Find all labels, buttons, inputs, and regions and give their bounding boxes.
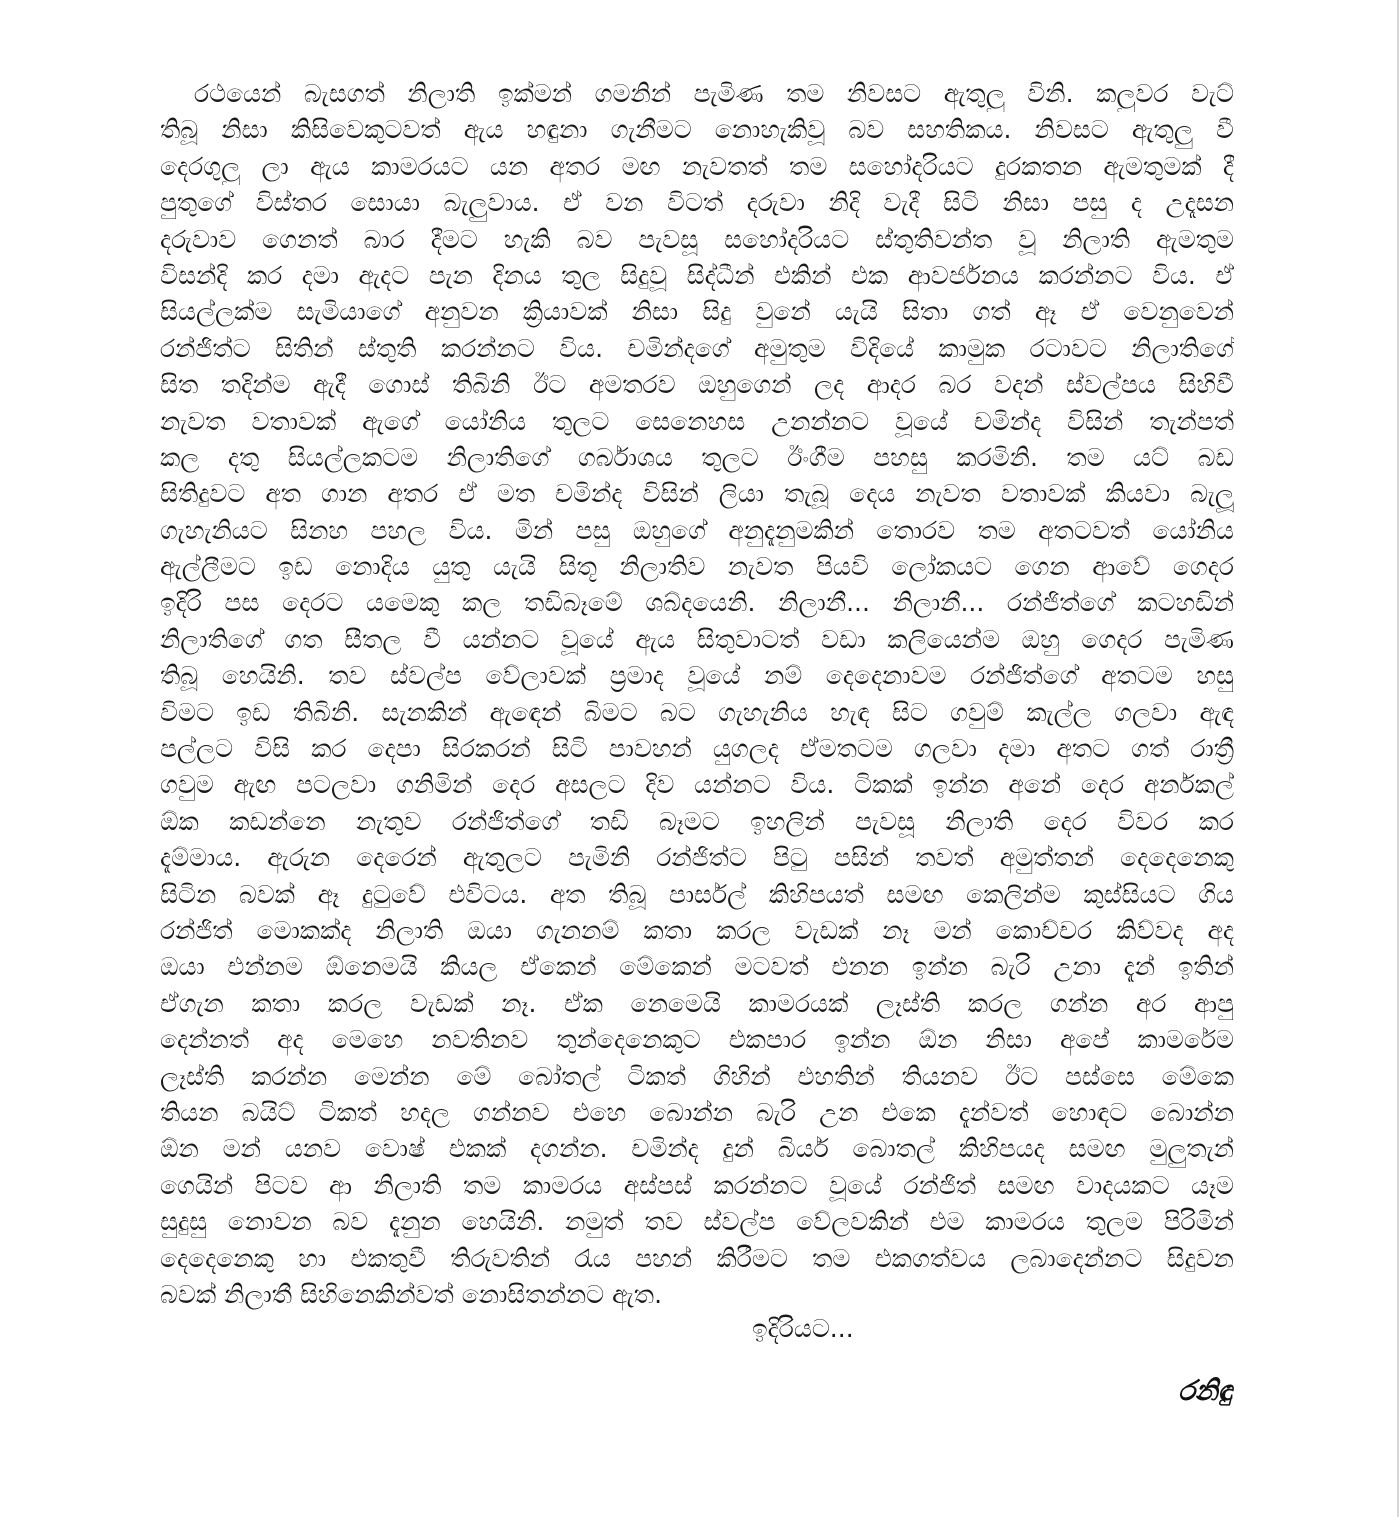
paragraph-line: සිටින බවක් ඈ දුටුවේ එවිටය. අත තිබූ පාර්සල් කිහිපයත් සමඟ කෙලින්ම කුස්සියට ගිය: [160, 879, 1234, 909]
paragraph-line: පුතුගේ විස්තර සොයා බැලුවාය. ඒ වන විටත් දරුවා නිදි වැදී සිටි නිසා පසු ද උදෑසන: [160, 188, 1234, 218]
paragraph-line: විසන්දි කර දමා ඇදට පැන දිනය තුල සිදුවූ සිද්ධීන් එකින් එක ආවර්ජනය කරන්නට විය. ඒ: [160, 260, 1234, 290]
paragraph-line: විමට ඉඩ තිබිනි. සැනකින් ඇඳෙන් බිමට බට ගැහැනිය හැඳ සිට ගවුම් කැල්ල ගලවා ඇඳ: [160, 697, 1234, 727]
paragraph-line: සිත තදින්ම ඇදී ගොස් තිබිනි ඊට අමතරව ඔහුගෙන් ලද ආදර බර වදන් ස්වල්පය සිහිවී: [160, 370, 1234, 400]
story-paragraph: [160, 76, 1234, 1313]
continued-label: ඉදිරියට...: [752, 1314, 854, 1343]
paragraph-line: ගවුම ඇඟ පටලවා ගනිමින් දෙර අසලට දිව යන්නට විය. ටිකක් ඉන්න අනේ දෙර අර්නකල්: [160, 770, 1234, 800]
paragraph-line: කල දතු සියල්ලකටම නිලාතිගේ ගර්බාශය තුලට ඊංගීම පහසු කරමිනි. තම යට් බඩ: [160, 442, 1234, 472]
paragraph-line: දෙදෙනෙකු හා එකතුවී තිරුවතින් රැය පහන් කිරීමට තම එකගත්වය ලබාදෙන්නට සිදුවන: [160, 1243, 1234, 1273]
paragraph-line: රන්ජිත්ට සිතින් ස්තුති කරන්නට විය. චමින්දගේ අමුතුම විදියේ කාමුක රටාවට නිලාතිගේ: [160, 333, 1234, 363]
paragraph-line: තිබූ නිසා කිසිවෙකුටවත් ඇය හඳුනා ගැනීමට නොහැකිවූ බව සහතිකය. නිවසට ඇතුලු වී: [160, 115, 1234, 145]
paragraph-line: ඔයා එන්නම ඕනෙමයි කියල ඒකෙන් මේකෙන් මටවත් එනන ඉන්න බැරි උනා දැන් ඉතින්: [160, 952, 1234, 982]
paragraph-line: රථයෙන් බැසගත් නිලාති ඉක්මන් ගමනින් පැමිණ තම නිවසට ඇතුලු විනි. කලුවර වැට්: [194, 79, 1234, 108]
paragraph-line: ඕක කඩන්නෙ නැතුව රන්ජිත්ගේ තඩි බෑමට ඉහලින් පැවසූ නිලාති දෙර විවර කර: [160, 806, 1234, 836]
paragraph-line: දරුවාව ගෙනත් බාර දීමට හැකි බව පැවසූ සහෝදරියට ස්තුතිවන්ත වූ නිලාති ඇමතුම: [160, 224, 1234, 254]
author-signature: රනිඳු: [1178, 1374, 1232, 1407]
paragraph-line: පල්ලට විසි කර දෙපා සිරකරන් සිටි පාවහන් යුගලද ඒමතටම ගලවා දමා අතට ගත් රාත්‍රී: [160, 734, 1234, 764]
paragraph-line: ඒගැන කතා කරල වැඩක් නෑ. ඒක නෙමෙයි කාමරයක් ලෑස්ති කරල ගන්න අර ආපු: [160, 988, 1234, 1018]
paragraph-line: තිබූ හෙයිනි. තව ස්වල්ප වේලාවක් ප්‍රමාද වූයේ නම් දෙදෙනාවම රන්ජිත්ගේ අතටම හසු: [160, 661, 1234, 691]
paragraph-line: දෙන්නත් අද මෙහෙ නවතිනව තුන්දෙනෙකුට එකපාර ඉන්න ඕන නිසා අපේ කාමරේම: [160, 1025, 1234, 1055]
paragraph-line: සිතිදුවට අත ගාන අතර ඒ මත චමින්ද විසින් ලියා තැබූ දෙය නැවත වතාවක් කියවා බැලූ: [160, 479, 1234, 509]
paragraph-line: තියන බයිට් ටිකත් හදල ගන්නව එහෙ බොන්න බැරි උන එකෙ දැන්වත් හොඳට බොන්න: [160, 1097, 1234, 1127]
paragraph-line: දෙරගුලු ලා ඇය කාමරයට යන අතර මඟ නැවතත් තම සහෝදරියට දුරකතන ඇමතුමක් දී: [160, 151, 1234, 181]
paragraph-line: බවක් නිලාතී සිහිනෙකින්වත් නොසිතන්නට ඇත.: [160, 1279, 663, 1309]
paragraph-line: ඇල්ලීමට ඉඩ නොදිය යුතු යැයි සිතූ නිලාතිව නැවත පියවි ලෝකයට ගෙන ආවේ ගෙදර: [160, 552, 1234, 582]
paragraph-line: ගැහැනියට සිනහ පහල විය. මින් පසු ඔහුගේ අනුදැනුමකින් තොරව තම අතටවත් යෝනිය: [160, 515, 1234, 545]
paragraph-line: දැම්මාය. ඇරුන දෙරෙන් ඇතුලට පැමිනි රන්ජිත්ට පිටු පසින් තවත් අමුත්තන් දෙදෙනෙකු: [160, 843, 1234, 873]
paragraph-line: සුදුසු නොවන බව දැනුන හෙයිනි. නමුත් තව ස්වල්ප වේලවකින් එම කාමරය තුලම පිරිමින්: [160, 1207, 1234, 1237]
paragraph-line: ගෙයින් පිටව ආ නිලාති තම කාමරය අස්පස් කරන්නට වූයේ රන්ජිත් සමඟ වාදයකට යෑම: [160, 1170, 1234, 1200]
paragraph-line: නිලාතිගේ ගත සීතල වී යන්නට වූයේ ඇය සිතුවාටත් වඩා කලියෙන්ම ඔහු ගෙදර පැමිණ: [160, 624, 1234, 654]
paragraph-line: ඉදිරි පස දෙරට යමෙකු කල තඩිබෑමේ ශබ්දයෙනි. නිලානී... නිලානී... රන්ජිත්ගේ කටහඩින්: [160, 588, 1234, 618]
paragraph-line: ලෑස්ති කරන්න මෙන්න මේ බෝතල් ටිකත් ගිහින් එහතින් තියනව ඊට පස්සෙ මේකෙ: [160, 1061, 1234, 1091]
paragraph-line: ඕන මන් යනව වොෂ් එකක් දගන්න. චමින්ද දුන් බියර් බොතල් කිහිපයද සමඟ මුලුතැන්: [160, 1134, 1234, 1164]
paragraph-line: රන්ජිත් මොකක්ද නිලාති ඔයා ගැනනම් කතා කරල වැඩක් නෑ මන් කොච්චර කිව්වද අද: [160, 915, 1234, 945]
paragraph-line: සියල්ලක්ම සැමියාගේ අනුවන ක්‍රියාවක් නිසා සිදු වුනේ යැයි සිතා ගත් ඈ ඒ වෙනුවෙන්: [160, 297, 1234, 327]
paragraph-line: නැවත වතාවක් ඇගේ යෝනිය තුලට සෙනෙහස උනන්නට වූයේ චමින්ද විසින් තැන්පත්: [160, 406, 1234, 436]
